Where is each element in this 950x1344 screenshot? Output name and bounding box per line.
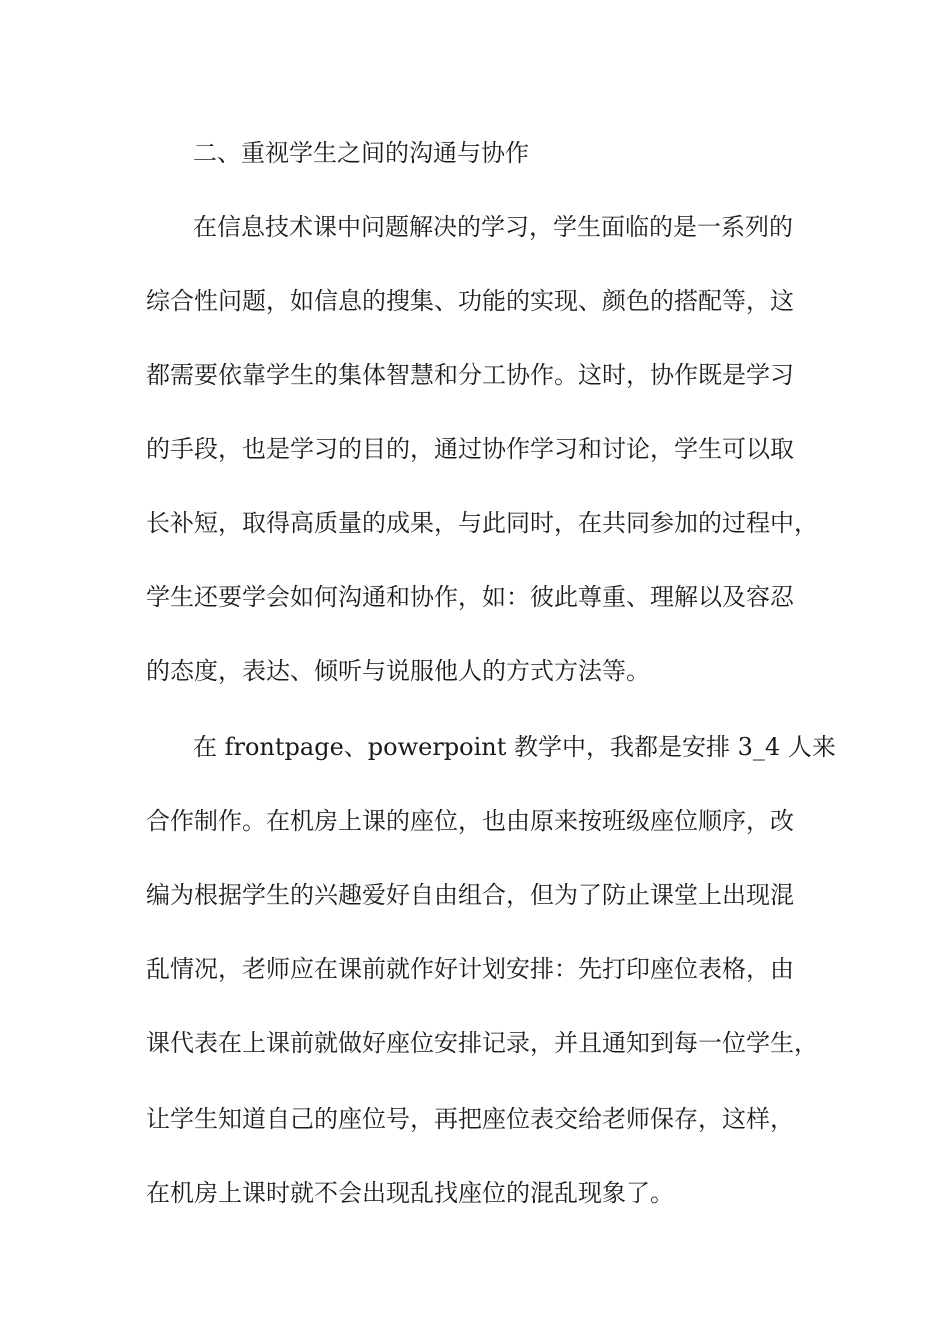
paragraph-1-line-2: 综合性问题，如信息的搜集、功能的实现、颜色的搭配等，这 (146, 287, 794, 315)
paragraph-2-line-5: 课代表在上课前就做好座位安排记录，并且通知到每一位学生， (146, 1029, 818, 1057)
paragraph-1-line-5: 长补短，取得高质量的成果，与此同时，在共同参加的过程中， (146, 509, 818, 537)
paragraph-2-line-1: 在 frontpage、powerpoint 教学中，我都是安排 3_4 人来 (193, 733, 836, 761)
section-heading: 二、重视学生之间的沟通与协作 (193, 139, 529, 167)
paragraph-2-line-2: 合作制作。在机房上课的座位，也由原来按班级座位顺序，改 (146, 807, 794, 835)
paragraph-2-line-3: 编为根据学生的兴趣爱好自由组合，但为了防止课堂上出现混 (146, 881, 794, 909)
paragraph-1-line-1: 在信息技术课中问题解决的学习，学生面临的是一系列的 (193, 213, 793, 241)
paragraph-1-line-3: 都需要依靠学生的集体智慧和分工协作。这时，协作既是学习 (146, 361, 794, 389)
paragraph-1-line-4: 的手段，也是学习的目的，通过协作学习和讨论，学生可以取 (146, 435, 794, 463)
paragraph-2-line-6: 让学生知道自己的座位号，再把座位表交给老师保存，这样， (146, 1105, 794, 1133)
paragraph-2-line-4: 乱情况，老师应在课前就作好计划安排：先打印座位表格，由 (146, 955, 794, 983)
paragraph-2-line-7: 在机房上课时就不会出现乱找座位的混乱现象了。 (146, 1179, 674, 1207)
paragraph-1-line-7: 的态度，表达、倾听与说服他人的方式方法等。 (146, 657, 650, 685)
paragraph-1-line-6: 学生还要学会如何沟通和协作，如：彼此尊重、理解以及容忍 (146, 583, 794, 611)
